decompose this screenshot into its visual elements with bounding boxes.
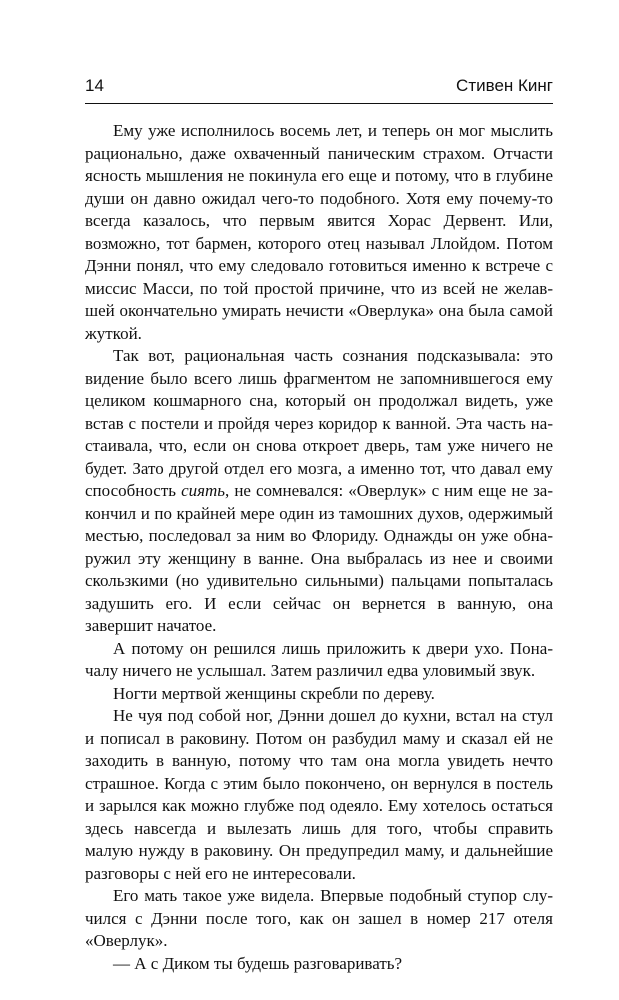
paragraph: Не чуя под собой ног, Дэнни дошел до кухни, встал на стул и пописал в раковину. Потом он разбудил маму и сказал ей не заходить в ванную, потому что там она могла увидеть нечто страшное. Когда с этим было покончено, он вернулся в постель и зарылся как можно глубже под одеяло. Ему хотелось остаться здесь навсегда и вылезать лишь для того, чтобы справить малую нужду в раковину. Он предупредил маму, и дальнейшие разговоры с ней его не интересовали. <box>85 706 553 883</box>
paragraph: Ногти мертвой женщины скребли по дереву. <box>113 683 435 703</box>
paragraph-text: , не сомневался: «Оверлук» с ним еще не закончил и по крайней мере один из тамошних духов, одержимый местью, последовал за ним во Флориду. Однажды он уже обнаружил эту женщину в ванне. Она выбралась из нее и своими скользкими (но удивительно сильными) пальцами попыталась задушить его. И если сейчас он вернется в ванную, она завершит начатое. <box>85 481 554 635</box>
page-number: 14 <box>85 76 104 95</box>
paragraph-text: Так вот, рациональная часть сознания подсказывала: это видение было всего лишь фрагментом не запомнившегося ему целиком кошмарного сна, который он продолжал видеть, уже встав с постели и пройдя через коридор к ванной. Эта часть настаивала, что, если он снова откроет дверь, там уже ничего не будет. Зато другой отдел его мозга, а именно тот, что давал ему способность <box>85 346 553 500</box>
running-head-author: Стивен Кинг <box>456 76 553 95</box>
emphasized-word: сиять <box>181 481 226 500</box>
paragraph: Ему уже исполнилось восемь лет, и теперь он мог мыслить рационально, даже охваченный паническим страхом. Отчасти ясность мышления не покинула его еще и потому, что в глубине души он давно ожидал чего-то подобного. Хотя ему почему-то всегда казалось, что первым явится Хорас Дервент. Или, возможно, тот бармен, которого отец называл Ллойдом. Потом Дэнни понял, что ему следовало готовиться именно к встрече с миссис Масси, по той простой причине, что из всей не желавшей окончательно умирать нечисти «Оверлука» она была самой жуткой. <box>85 121 553 343</box>
paragraph: А потому он решился лишь приложить к двери ухо. Поначалу ничего не услышал. Затем различил едва уловимый звук. <box>85 638 553 680</box>
page-header <box>85 76 553 100</box>
header-rule <box>85 103 553 104</box>
paragraph <box>85 345 553 638</box>
body-text <box>85 120 553 975</box>
paragraph: — А с Диком ты будешь разговаривать? <box>113 953 403 973</box>
paragraph: Его мать такое уже видела. Впервые подобный ступор случился с Дэнни после того, как он зашел в номер 217 отеля «Оверлук». <box>85 886 553 950</box>
